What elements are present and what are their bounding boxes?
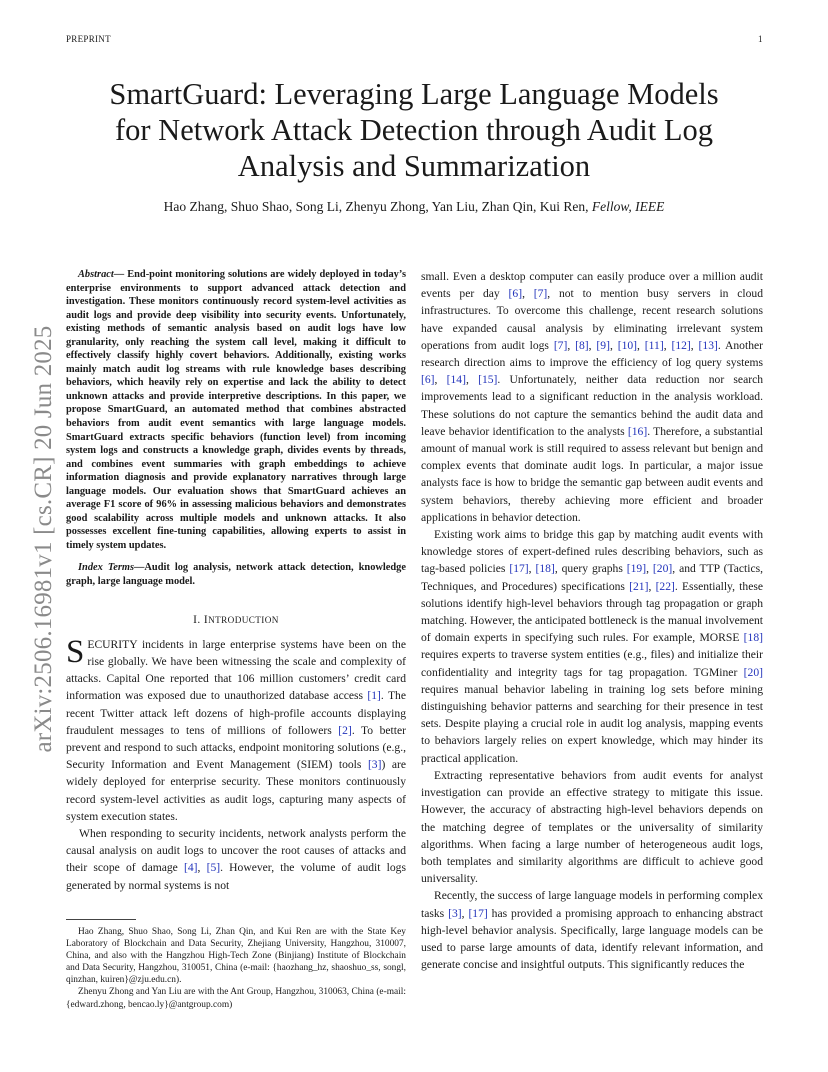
text-run: ECURITY incidents in large enterprise systems have been on the rise globally. We have been witnessing the scale and complexity of attacks. Capital One reported that 106 million customers’ credit card information was exposed due to unauthorized database access [66,637,406,703]
citation-link[interactable]: [9] [596,338,610,352]
text-run: , [522,287,534,301]
text-run: ) are widely deployed for enterprise security. These monitors continuously record system-level activities as audit logs, capturing many aspects of system execution states. [66,758,407,823]
text-run: . To better prevent and respond to such attacks, endpoint monitoring solutions (e.g., Security Information and Event Management (SIEM) tools [66,723,406,772]
author-list [66,199,762,215]
text-run: , [646,562,653,576]
title-line: Analysis and Summarization [237,149,591,183]
citation-link[interactable]: [7] [533,287,548,301]
citation-link[interactable]: [12] [671,338,691,352]
citation-link[interactable]: [3] [448,906,462,920]
abstract [66,268,406,552]
abstract-label: Abstract [78,269,114,280]
citation-link[interactable]: [1] [367,689,381,703]
paper-title [66,76,762,184]
intro-paragraph-4 [421,526,763,767]
title-line: for Network Attack Detection through Audit Log [114,113,713,147]
text-run: . Essentially, these solutions identify high-level behaviors through tag propagation or graph matching. However, the anticipated bottleneck is the manual involvement of domain experts in specifying such rules. For example, MORSE [421,579,764,645]
text-run: , [637,338,645,352]
text-run: . Another research direction aims to improve the efficiency of log query systems [421,338,763,370]
citation-link[interactable]: [19] [626,562,647,576]
section-heading-introduction [66,612,406,629]
text-run: , [648,579,656,593]
intro-paragraph-5: Extracting representative behaviors from audit events for analyst investigation can provide an effective strategy to mitigate this issue. However, the accuracy of abstracting high-level behaviors depends on the matching degree of templates or the universality of similarity algorithms. When facing a large number of heterogeneous audit logs, both templates and similarity algorithms are difficult to achieve good universality. [421,768,763,886]
text-run: . Therefore, a substantial amount of manual work is still required to assess relevant but benign and complex events that dominate audit logs. In particular, a major issue analysts face is how to bridge the semantic gap between audit events and system behaviors, thereby achieving more efficient and broader applications in behavior detection. [421,424,763,524]
text-run: , [465,373,479,387]
text-run: has provided a promising approach to enhancing abstract high-level behavior analysis. Specifically, large language models can be used to parse large amounts of data, identify relevant information, and generate concise and insightful outputs. This significantly reduces the [421,906,764,972]
index-terms-label: Index Terms [78,562,135,574]
intro-paragraph-2 [66,825,406,894]
citation-link[interactable]: [2] [338,723,352,737]
section-title-rest: NTRODUCTION [208,614,279,625]
section-title-initial: I [203,613,209,626]
citation-link[interactable]: [20] [743,665,763,679]
index-terms [66,561,406,588]
text-run: , and TTP (Tactics, Techniques, and Procedures) specifications [421,562,764,593]
citation-link[interactable]: [7] [553,338,568,352]
title-line: SmartGuard: Leveraging Large Language Models [109,77,719,111]
text-run: , [461,906,469,920]
abstract-text: — End-point monitoring solutions are widely deployed in today’s enterprise environments to support advanced attack detection and investigation. These monitors continuously record system-level activities as audit logs and provide deep visibility into security events. Unfortunately, existing methods of semantic analysis based on audit logs have low granularity, only reaching the system call level, making it difficult to effectively classify highly covert behaviors. Additionally, existing works mainly match audit log streams with rule knowledge bases describing behaviors, which heavily rely on expertise and lack the ability to detect unknown attacks and provide interpretive descriptions. In this paper, we propose SmartGuard, an automated method that combines abstracted behaviors from audit event semantics with large language models. SmartGuard extracts specific behaviors (function level) from incoming system logs and constructs a knowledge graph, divides events by threads, and combines event summaries with graph embeddings to achieve information diagnosis and provide explanatory narratives through large language models. Our evaluation shows that SmartGuard achieves an average F1 score of 96% in assessing malicious behaviors and demonstrates good scalability across multiple models and unknown attacks. It also possesses excellent fine-tuning capabilities, allowing experts to assist in timely system updates. [66,269,406,551]
section-number: I. [193,613,201,626]
text-run: When responding to security incidents, network analysts perform the causal analysis on audit logs to uncover the root causes of attacks and their scope of damage [66,827,406,875]
text-run: , [528,562,536,576]
citation-link[interactable]: [17] [509,562,529,576]
citation-link[interactable]: [18] [743,631,763,645]
text-run: small. Even a desktop computer can easily produce over a million audit events per day [421,270,763,301]
author-names: Hao Zhang, Shuo Shao, Song Li, Zhenyu Zhong, Yan Liu, Zhan Qin, Kui Ren, [163,199,589,214]
citation-link[interactable]: [18] [535,562,555,576]
page-number: 1 [758,34,763,44]
text-run: , not to mention busy servers in cloud infrastructures. To overcome this challenge, recent research solutions have expanded causal analysis by eliminating irrelevant system operations from audit logs [421,287,764,352]
affiliation-footnotes [66,926,406,1011]
right-column [421,268,763,973]
left-column [66,268,406,894]
citation-link[interactable]: [6] [421,373,435,387]
citation-link[interactable]: [4] [183,861,198,875]
citation-link[interactable]: [20] [652,562,673,576]
text-run: requires experts to traverse system entities (e.g., files) and initialize their confidentiality and integrity tags for tag propagation. TGMiner [421,648,763,679]
text-run: , [567,338,576,352]
citation-link[interactable]: [8] [575,338,589,352]
intro-paragraph-6 [421,887,763,973]
text-run: . Unfortunately, neither data reduction nor search improvements lead to a significant reduction in the analysis workload. These solutions do not capture the semantics behind the audit data and leave behavior identification to the analysts [421,373,764,438]
arxiv-side-stamp: arXiv:2506.16981v1 [cs.CR] 20 Jun 2025 [30,325,57,753]
citation-link[interactable]: [11] [644,338,664,352]
text-run: , [197,861,207,875]
citation-link[interactable]: [15] [478,373,498,387]
citation-link[interactable]: [6] [508,287,523,301]
text-run: . However, the volume of audit logs generated by normal systems is not [66,861,406,892]
citation-link[interactable]: [17] [468,906,488,920]
citation-link[interactable]: [22] [655,579,675,593]
text-run: Recently, the success of large language models in performing complex tasks [421,889,763,920]
index-terms-text: —Audit log analysis, network attack detection, knowledge graph, large language model. [66,562,406,588]
citation-link[interactable]: [13] [698,338,718,352]
citation-link[interactable]: [14] [446,373,466,387]
author-fellow-suffix: Fellow, IEEE [591,199,665,214]
text-run: , query graphs [554,562,627,576]
text-run: , [434,373,447,387]
intro-paragraph-1 [66,633,407,825]
dropcap-letter: S [66,633,85,670]
citation-link[interactable]: [5] [206,861,221,875]
citation-link[interactable]: [16] [627,424,648,438]
text-run: , [588,338,597,352]
citation-link[interactable]: [10] [617,338,638,352]
text-run: requires manual behavior labeling in training log sets before mining distinguishing behavior patterns and searching for their presence in test sets. Despite playing a crucial role in audit log analysis, mapping events to behaviors largely relies on expert knowledge, which may hinder its practical application. [421,682,763,765]
citation-link[interactable]: [3] [367,758,382,772]
intro-paragraph-3 [421,268,763,526]
citation-link[interactable]: [21] [629,579,649,593]
running-header: PREPRINT [66,34,111,44]
text-run: . The recent Twitter attack left dozens of high-profile accounts displaying fraudulent messages to tens of millions of followers [66,689,406,737]
footnote-affiliation-1: Hao Zhang, Shuo Shao, Song Li, Zhan Qin, and Kui Ren are with the State Key Laboratory of Blockchain and Data Security, Zhejiang University, Hangzhou, 310007, China, and also with the Hangzhou High-Tech Zone (Binjiang) Institute of Blockchain and Data Security, Hangzhou, 310051, China (e-mail: {haozhang_hz, shaoshuo_ss, songl, qinzhan, kuiren}@zju.edu.cn). [66,927,406,986]
footnote-divider [66,919,136,920]
footnote-affiliation-2: Zhenyu Zhong and Yan Liu are with the Ant Group, Hangzhou, 310063, China (e-mail: {edward.zhong, bencao.ly}@antgroup.com) [66,987,406,1010]
text-run: , [690,338,699,352]
text-run: , [609,338,618,352]
text-run: , [663,338,672,352]
text-run: Existing work aims to bridge this gap by matching audit events with knowledge stores of expert-defined rules describing behaviors, such as tag-based policies [421,528,763,576]
